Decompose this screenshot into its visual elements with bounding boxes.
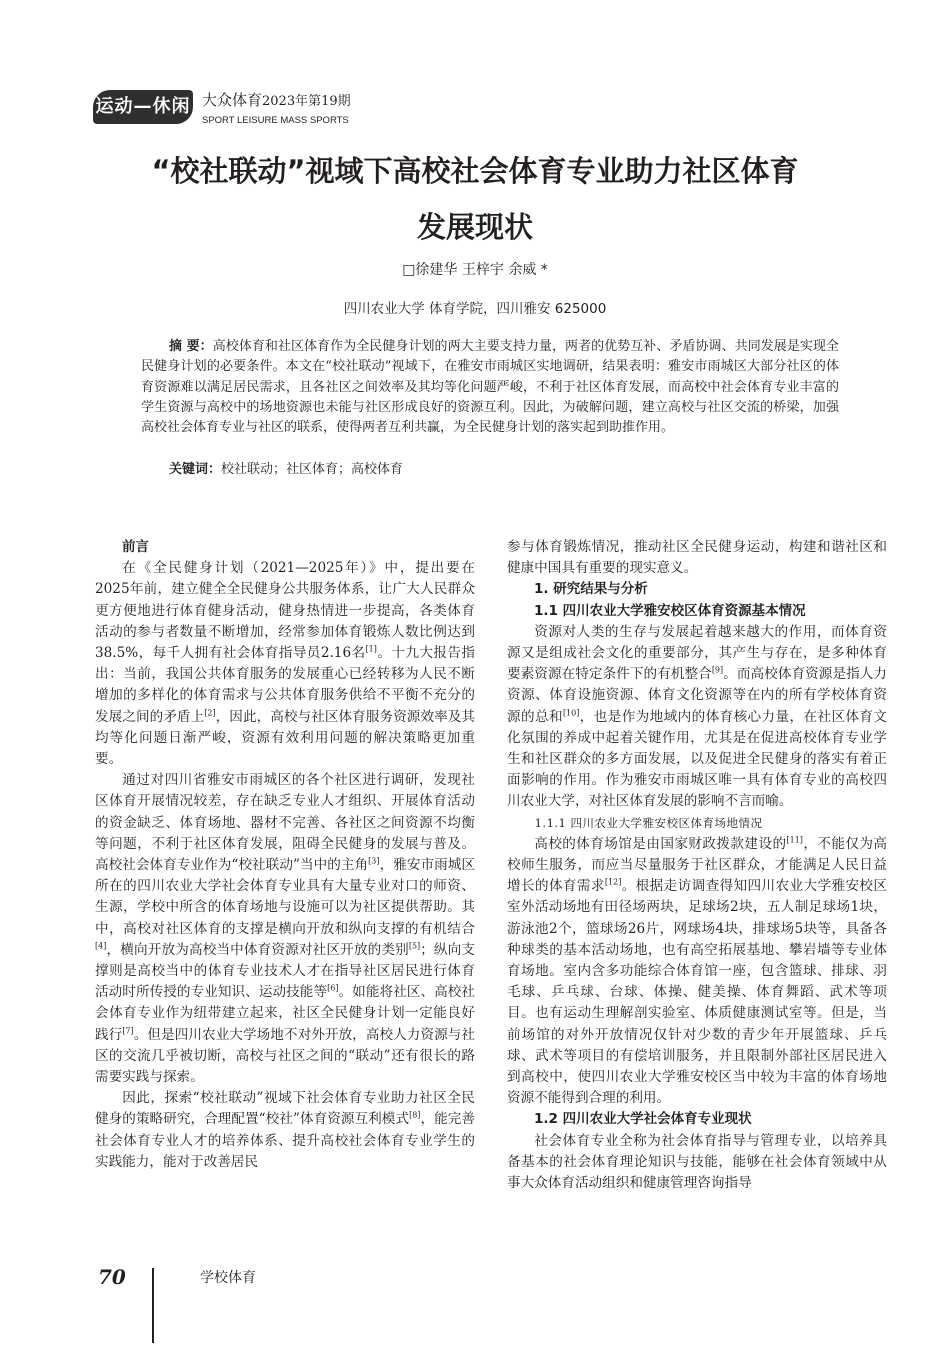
citation: [1] xyxy=(365,644,377,654)
title-line-1: “校社联动”视域下高校社会体育专业助力社区体育 xyxy=(151,154,799,188)
abstract-label: 摘 要： xyxy=(169,339,213,354)
paragraph: 高校的体育场馆是由国家财政拨款建设的[11]，不能仅为高校师生服务，而应当尽量服务于社区群众，才能满足人民日益增长的体育需求[12]。根据走访调查得知四川农业大学雅安校区室外活动场地有田径场两块，足球场2块，五人制足球场1块，游泳池2个，篮球场26片，网球场4块，排球场5块等，具备各种球类的基本活动场地，也有高空拓展基地、攀岩墙等专业体育场地。室内含多功能综合体育馆一座，包含篮球、排球、羽毛球、乒乓球、台球、体操、健美操、体育舞蹈、武术等项目。也有运动生理解剖实验室、体质健康测试室等。但是，当前场馆的对外开放情况仅针对少数的青少年开展篮球、乒乓球、武术等项目的有偿培训服务，并且限制外部社区居民进入到高校中，使四川农业大学雅安校区当中较为丰富的体育场地资源不能得到合理的利用。 xyxy=(507,835,888,1107)
article-title xyxy=(60,143,890,255)
keywords-label: 关键词： xyxy=(169,462,222,477)
section-badge: 运动—休闲 xyxy=(93,90,193,124)
keywords-text: 校社联动；社区体育；高校体育 xyxy=(221,462,404,477)
journal-header xyxy=(202,90,351,127)
section-heading-1-2: 1.2 四川农业大学社会体育专业现状 xyxy=(534,1111,752,1128)
citation: [12] xyxy=(604,877,622,887)
abstract-text: 高校体育和社区体育作为全民健身计划的两大主要支持力量，两者的优势互补、矛盾协调、共同发展是实现全民健身计划的必要条件。本文在“校社联动”视域下，在雅安市雨城区实地调研，结果表明：雅安市雨城区大部分社区的体育资源难以满足居民需求，且各社区之间效率及其均等化问题严峻，不利于社区体育发展，而高校中社会体育专业丰富的学生资源与高校中的场地资源也未能与社区形成良好的资源互利。因此，为破解问题，建立高校与社区交流的桥梁，加强高校社会体育专业与社区的联系，使得两者互利共赢，为全民健身计划的落实起到助推作用。 xyxy=(141,339,839,436)
section-heading-preface: 前言 xyxy=(122,539,149,555)
title-line-2: 发展现状 xyxy=(416,210,533,244)
paragraph-continued: 参与体育锻炼情况，推动社区全民健身运动，构建和谐社区和健康中国具有重要的现实意义。 xyxy=(507,539,887,577)
citation: [2] xyxy=(204,708,216,718)
affiliation: 四川农业大学 体育学院，四川雅安 625000 xyxy=(343,301,607,317)
journal-name: 大众体育2023年第19期 xyxy=(202,91,351,109)
section-heading-1: 1. 研究结果与分析 xyxy=(534,581,648,598)
paragraph: 在《全民健身计划（2021—2025年）》中，提出要在2025年前，建立健全全民健身公共服务体系，让广大人民群众更方便地进行体育健身活动，健身热情进一步提高，各类体育活动的参与者数量不断增加，经常参加体育锻炼人数比例达到38.5%，每千人拥有社会体育指导员2.16名[1]。十九大报告指出：当前，我国公共体育服务的发展重心已经转移为人民不断增加的多样化的体育需求与公共体育服务供给不平衡不充分的发展之间的矛盾上[2]，因此，高校与社区体育服务资源效率及其均等化问题日渐严峻，资源有效利用问题的解决策略更加重要。 xyxy=(95,560,476,768)
citation: [3] xyxy=(368,856,380,866)
citation: [11] xyxy=(786,835,803,845)
footer-section-name: 学校体育 xyxy=(200,1270,256,1286)
citation: [9] xyxy=(711,665,724,675)
journal-issue: 2023年第19期 xyxy=(262,94,351,109)
left-column xyxy=(95,537,475,1173)
journal-english-name: SPORT LEISURE MASS SPORTS xyxy=(202,115,349,126)
section-heading-1-1-1: 1.1.1 四川农业大学雅安校区体育场地情况 xyxy=(534,815,763,830)
right-column xyxy=(507,537,887,1194)
citation: [8] xyxy=(409,1110,421,1120)
abstract xyxy=(141,337,839,438)
section-heading-1-1: 1.1 四川农业大学雅安校区体育资源基本情况 xyxy=(534,602,806,619)
keywords xyxy=(141,460,839,480)
citation: [6] xyxy=(327,983,339,993)
paragraph: 社会体育专业全称为社会体育指导与管理专业，以培养具备基本的社会体育理论知识与技能，能够在社会体育领域中从事大众体育活动组织和健康管理咨询指导 xyxy=(507,1132,887,1192)
paragraph: 因此，探索“校社联动”视域下社会体育专业助力社区全民健身的策略研究，合理配置“校社”体育资源互利模式[8]，能完善社会体育专业人才的培养体系、提升高校社会体育专业学生的实践能力，能对于改善居民 xyxy=(95,1090,475,1170)
citation: [7] xyxy=(122,1026,134,1036)
citation: [4] xyxy=(95,941,107,951)
page-number: 70 xyxy=(98,1265,126,1289)
authors: □徐建华 王梓宇 余威 * xyxy=(402,262,548,278)
footer-divider xyxy=(152,1268,154,1343)
paragraph: 通过对四川省雅安市雨城区的各个社区进行调研，发现社区体育开展情况较差，存在缺乏专业人才组织、开展体育活动的资金缺乏、体育场地、器材不完善、各社区之间资源不均衡等问题，不利于社区体育发展，阻碍全民健身的发展与普及。高校社会体育专业作为“校社联动”当中的主角[3]，雅安市雨城区所在的四川农业大学社会体育专业具有大量专业对口的师资、生源，学校中所含的体育场地与设施可以为社区提供帮助。其中，高校对社区体育的支撑是横向开放和纵向支撑的有机结合[4]，横向开放为高校当中体育资源对社区开放的类别[5]；纵向支撑则是高校当中的体育专业技术人才在指导社区居民进行体育活动时所传授的专业知识、运动技能等[6]。如能将社区、高校社会体育专业作为纽带建立起来，社区全民健身计划一定能良好践行[7]。但是四川农业大学场地不对外开放，高校人力资源与社区的交流几乎被切断，高校与社区之间的“联动”还有很长的路需要实践与探索。 xyxy=(95,772,476,1086)
paragraph: 资源对人类的生存与发展起着越来越大的作用，而体育资源又是组成社会文化的重要部分，其产生与存在，是多种体育要素资源在特定条件下的有机整合[9]。而高校体育资源是指人力资源、体育设施资源、体育文化资源等在内的所有学校体育资源的总和[10]，也是作为地域内的体育核心力量，在社区体育文化氛围的养成中起着关键作用，尤其是在促进高校体育专业学生和社区群众的多方面发展，以及促进全民健身的落实有着正面影响的作用。作为雅安市雨城区唯一具有体育专业的高校四川农业大学，对社区体育发展的影响不言而喻。 xyxy=(507,623,888,810)
citation: [5] xyxy=(408,941,421,951)
citation: [10] xyxy=(562,708,580,718)
